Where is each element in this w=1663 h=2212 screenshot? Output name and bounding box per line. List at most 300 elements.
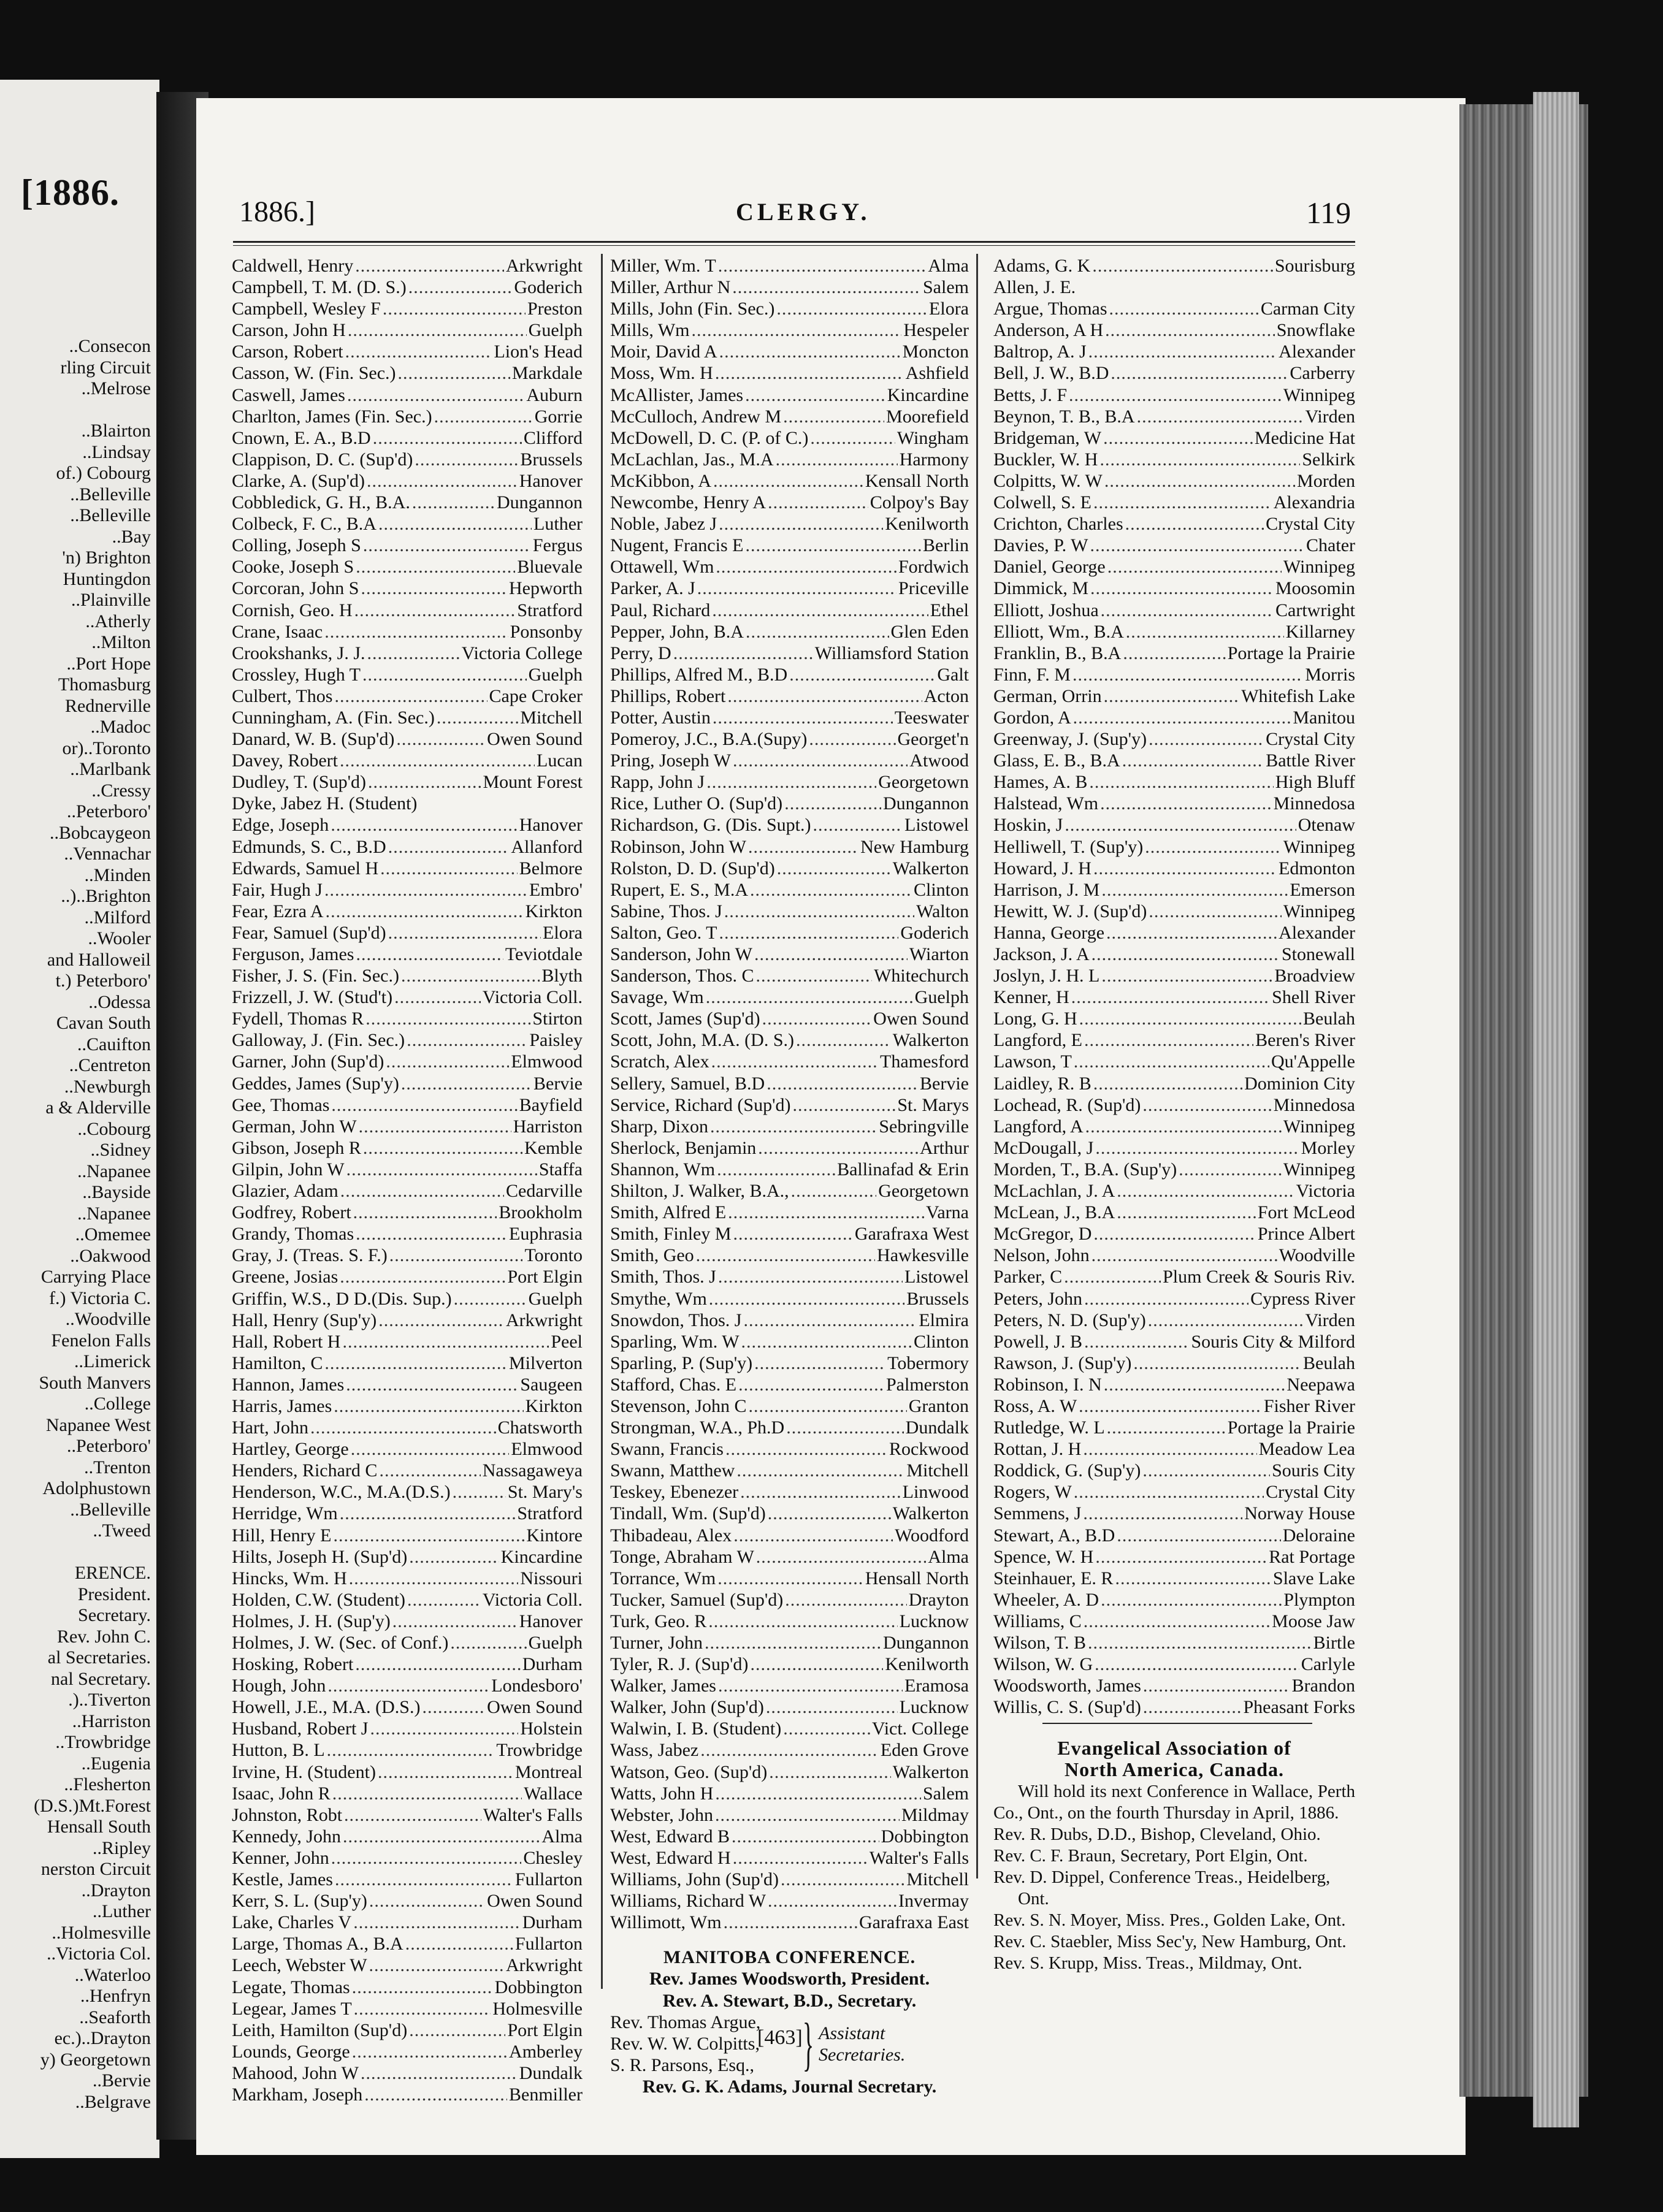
clergy-entry [993,1094,1355,1116]
clergy-station: Neepawa [1286,1374,1355,1395]
leader-dots [1093,492,1272,513]
clergy-entry [232,836,583,858]
clergy-station: Walter's Falls [869,1847,969,1868]
clergy-entry [993,1417,1355,1438]
clergy-name: Hamilton, C [232,1352,323,1373]
clergy-name: Stevenson, John C [610,1395,747,1416]
clergy-name: Fair, Hugh J [232,879,323,900]
leader-dots [378,1310,504,1331]
clergy-station: Plympton [1283,1589,1355,1610]
clergy-entry [232,341,583,362]
leader-dots [1085,1116,1282,1137]
clergy-name: Gibson, Joseph R [232,1137,361,1158]
leader-dots [1145,836,1282,858]
clergy-station: Owen Sound [487,1891,583,1912]
leader-dots [728,1202,924,1223]
clergy-column-2 [610,255,969,1933]
leader-dots [1088,341,1277,362]
leader-dots [333,1525,524,1546]
clergy-entry [610,298,969,319]
clergy-entry [610,1073,969,1094]
clergy-station: Alma [928,1546,969,1567]
clergy-name: Colwell, S. E [993,492,1092,513]
clergy-station: Carlyle [1301,1654,1355,1675]
clergy-entry [993,298,1355,319]
clergy-name: Carson, Robert [232,341,343,362]
clergy-entry [993,1008,1355,1029]
clergy-column-3 [993,255,1355,1718]
clergy-station: Arkwright [506,256,583,276]
clergy-entry [610,427,969,449]
clergy-entry [232,879,583,901]
clergy-name: Robinson, I. N [993,1374,1102,1395]
clergy-station: Guelph [528,320,583,341]
leader-dots [1089,771,1273,793]
clergy-entry [993,901,1355,922]
clergy-station: Mitchell [906,1460,969,1481]
clergy-name: Campbell, Wesley F [232,299,381,319]
clergy-station: Goderich [900,922,969,943]
left-page-line: Adolphustown [42,1478,151,1498]
clergy-entry [232,1417,583,1438]
clergy-station: Allanford [511,836,583,857]
left-page-line: a & Alderville [45,1097,151,1118]
clergy-station: Souris City [1272,1460,1355,1481]
leader-dots [1104,1374,1285,1395]
header-rule-thin [233,245,1355,246]
clergy-entry [993,621,1355,643]
clergy-entry [993,1632,1355,1653]
clergy-station: New Hamburg [860,836,969,857]
left-page-line: nal Secretary. [51,1668,151,1689]
clergy-station: Crystal City [1266,1482,1355,1503]
clergy-name: Edwards, Samuel H [232,858,379,879]
leader-dots [331,1847,522,1869]
clergy-entry [993,384,1355,406]
clergy-entry [232,1352,583,1374]
clergy-entry [993,1245,1355,1266]
clergy-station: Bayfield [519,1094,583,1115]
clergy-station: Whitefish Lake [1241,685,1355,706]
clergy-station: Dundalk [905,1417,969,1438]
manitoba-heading: MANITOBA CONFERENCE. [663,1947,916,1968]
clergy-name: Rutledge, W. L [993,1417,1105,1438]
clergy-name: Campbell, T. M. (D. S.) [232,277,407,298]
leader-dots [793,1094,896,1116]
clergy-name: Hosking, Robert [232,1654,354,1675]
clergy-entry [610,879,969,901]
clergy-entry [232,728,583,750]
left-page-line: ..Bobcaygeon [50,822,151,843]
clergy-station: Lucknow [899,1697,969,1718]
leader-dots [733,1525,893,1546]
clergy-station: Montreal [515,1761,583,1782]
clergy-station: Saugeen [520,1374,583,1395]
clergy-station: Moorefield [886,406,969,427]
clergy-station: Colpoy's Bay [870,492,969,513]
clergy-name: Halstead, Wm [993,793,1099,814]
clergy-entry [610,513,969,535]
manitoba-president: Rev. James Woodsworth, President. [649,1969,930,1989]
left-page-line: ..Harriston [72,1710,151,1731]
clergy-entry [610,1008,969,1029]
leader-dots [762,1008,872,1029]
evangelical-entry: Rev. D. Dippel, Conference Treas., Heidelberg, Ont. [993,1867,1331,1909]
manitoba-secretary: Rev. A. Stewart, B.D., Secretary. [662,1990,917,2011]
clergy-entry [232,1955,583,1976]
leader-dots [343,1826,540,1847]
manitoba-conference [610,1947,969,2097]
clergy-station: Cypress River [1250,1288,1355,1309]
left-page-line: Carrying Place [40,1267,151,1287]
leader-dots [697,578,896,599]
clergy-entry [610,1739,969,1761]
leader-dots [349,1568,519,1589]
clergy-entry [993,535,1355,556]
clergy-station: Port Elgin [507,1267,583,1287]
leader-dots [1107,556,1282,578]
clergy-station: Durham [522,1654,583,1675]
leader-dots [1101,879,1288,901]
clergy-entry [993,1310,1355,1331]
clergy-station: Kenilworth [885,1654,969,1675]
left-page-line: ..Sidney [90,1140,151,1160]
clergy-name: Phillips, Robert [610,685,726,706]
clergy-entry [232,965,583,986]
clergy-name: Glazier, Adam [232,1181,338,1202]
clergy-entry [610,1137,969,1159]
page-number: 119 [1306,196,1351,230]
leader-dots [352,2041,507,2062]
leader-dots [1084,1331,1189,1352]
clergy-name: Godfrey, Robert [232,1202,351,1223]
clergy-name: Johnston, Robt [232,1804,343,1825]
clergy-entry [993,814,1355,836]
clergy-name: Anderson, A H [993,320,1104,341]
clergy-name: Kerr, S. L. (Sup'y) [232,1891,367,1912]
leader-dots [767,1073,918,1094]
clergy-entry [993,771,1355,793]
leader-dots [1083,1503,1242,1524]
clergy-name: Culbert, Thos [232,685,333,706]
leader-dots [810,427,895,449]
leader-dots [1125,513,1264,535]
clergy-station: Wingham [896,427,969,448]
clergy-name: Hutton, B. L [232,1740,325,1761]
left-page-line: ..Trowbridge [55,1732,151,1752]
clergy-station: Morden [1297,470,1355,491]
left-page-line: ..Marlbank [70,759,151,779]
clergy-station: Birtle [1313,1633,1355,1653]
clergy-name: Swann, Matthew [610,1460,735,1481]
clergy-station: Chesley [523,1847,583,1868]
clergy-column-3-wrap [993,255,1355,1974]
clergy-station: Souris City & Milford [1191,1331,1355,1352]
leader-dots [386,1051,509,1072]
clergy-name: Beynon, T. B., B.A [993,406,1135,427]
assistant-name: Rev. Thomas Argue, [610,2012,761,2032]
clergy-name: Glass, E. B., B.A [993,750,1120,771]
leader-dots [401,965,540,986]
clergy-name: Cunningham, A. (Fin. Sec.) [232,707,435,728]
clergy-entry [232,1481,583,1503]
leader-dots [454,1288,527,1310]
clergy-entry [232,1546,583,1568]
clergy-entry [232,1073,583,1094]
clergy-name: Wilson, W. G [993,1654,1093,1675]
clergy-station: Victoria Coll. [482,1589,583,1610]
leader-dots [1143,1696,1242,1718]
clergy-station: Edmonton [1279,858,1355,879]
clergy-entry [232,643,583,664]
clergy-entry [993,1352,1355,1374]
clergy-name: Legate, Thomas [232,1977,350,1997]
clergy-station: Blyth [541,966,583,986]
leader-dots [1079,1008,1301,1029]
leader-dots [1142,1460,1270,1481]
left-page-line: Hensall South [47,1817,151,1837]
clergy-station: Virden [1305,406,1355,427]
leader-dots [363,535,531,556]
clergy-station: Brussels [906,1288,969,1309]
clergy-name: Nugent, Francis E [610,535,744,556]
leader-dots [725,1438,887,1460]
clergy-station: Granton [908,1395,969,1416]
clergy-name: Joslyn, J. H. L [993,966,1100,986]
clergy-entry [232,1503,583,1524]
clergy-entry [610,771,969,793]
assistant-name: S. R. Parsons, Esq., [610,2054,755,2075]
clergy-entry [610,1546,969,1568]
clergy-name: McCulloch, Andrew M [610,406,782,427]
clergy-station: Crystal City [1266,514,1355,535]
clergy-entry [993,793,1355,814]
clergy-name: Rice, Luther O. (Sup'd) [610,793,783,814]
leader-dots [724,1912,857,1933]
clergy-entry [610,1696,969,1718]
clergy-entry [610,341,969,362]
clergy-entry [232,685,583,707]
leader-dots [1122,750,1264,771]
evangelical-entries [993,1824,1355,1975]
clergy-name: Bell, J. W., B.D [993,363,1109,384]
clergy-station: Drayton [908,1589,969,1610]
leader-dots [1095,1137,1299,1159]
leader-dots [367,470,518,492]
clergy-entry [232,1761,583,1783]
left-page-line: ..Victoria Col. [47,1943,151,1964]
clergy-station: Fergus [532,535,583,556]
clergy-station: Qu'Appelle [1271,1051,1355,1072]
leader-dots [717,1159,835,1180]
clergy-name: Fisher, J. S. (Fin. Sec.) [232,966,399,986]
clergy-entry [610,1589,969,1611]
clergy-station: Wiarton [909,944,969,964]
clergy-station: Alma [928,256,969,276]
leader-dots [383,298,526,319]
leader-dots [712,600,928,621]
clergy-station: Medicine Hat [1254,427,1355,448]
clergy-station: Markdale [512,363,583,384]
leader-dots [1104,470,1295,492]
leader-dots [783,1718,870,1739]
clergy-entry [232,1890,583,1912]
clergy-name: Mahood, John W [232,2062,359,2083]
clergy-station: Lion's Head [494,341,583,362]
clergy-entry [232,793,583,814]
leader-dots [738,1374,884,1395]
clergy-station: Berlin [923,535,969,556]
clergy-name: Tucker, Samuel (Sup'd) [610,1589,784,1610]
clergy-name: Watson, Geo. (Sup'd) [610,1761,768,1782]
leader-dots [1084,1029,1253,1051]
clergy-entry [232,1675,583,1696]
clergy-station: Shell River [1272,987,1355,1008]
clergy-name: Baltrop, A. J [993,341,1087,362]
clergy-name: Carson, John H [232,320,346,341]
clergy-station: Garafraxa East [858,1912,969,1933]
clergy-name: Sanderson, John W [610,944,752,964]
clergy-entry [610,1288,969,1310]
clergy-entry [232,535,583,556]
clergy-entry [610,621,969,643]
leader-dots [340,750,535,771]
clergy-entry [993,1438,1355,1460]
clergy-station: Glen Eden [890,621,969,642]
clergy-name: Ferguson, James [232,944,354,964]
leader-dots [1064,1266,1161,1287]
left-page-line: f.) Victoria C. [49,1287,151,1308]
clergy-station: Durham [522,1912,583,1933]
clergy-entry [232,1245,583,1266]
clergy-entry [993,1589,1355,1611]
clergy-station: Elmira [919,1310,969,1330]
clergy-entry [993,1395,1355,1417]
left-page-line: ..Tweed [93,1520,151,1541]
clergy-name: Mills, Wm [610,320,690,341]
clergy-name: Walker, James [610,1676,716,1696]
leader-dots [1142,1094,1271,1116]
clergy-column-2-wrap [610,255,969,2097]
clergy-name: Hart, John [232,1417,308,1438]
clergy-name: McKibbon, A [610,470,711,491]
leader-dots [434,406,533,427]
clergy-station: Carman City [1260,299,1355,319]
clergy-station: Harmony [899,449,969,470]
clergy-station: Moncton [902,341,969,362]
clergy-name: Scratch, Alex [610,1051,709,1072]
clergy-name: Walwin, I. B. (Student) [610,1718,782,1739]
leader-dots [356,1223,507,1245]
clergy-entry [232,384,583,406]
leader-dots [453,1481,506,1503]
clergy-name: Cooke, Joseph S [232,557,354,578]
clergy-station: Mitchell [906,1869,969,1890]
clergy-station: Mount Forest [483,772,583,793]
clergy-name: Corcoran, John S [232,578,359,599]
clergy-name: Turk, Geo. R [610,1611,707,1631]
clergy-station: Walter's Falls [483,1804,583,1825]
left-page-line: ..Woodville [65,1309,151,1329]
clergy-entry [993,255,1355,276]
clergy-entry [610,858,969,879]
clergy-name: West, Edward B [610,1826,730,1847]
left-page-line: ..Flesherton [64,1774,151,1794]
leader-dots [758,1137,918,1159]
clergy-entry [993,406,1355,427]
clergy-entry [610,1051,969,1072]
clergy-station: Gorrie [534,406,583,427]
clergy-station: Sebringville [879,1116,969,1137]
leader-dots [706,771,876,793]
clergy-entry [993,470,1355,492]
clergy-entry [610,1718,969,1739]
clergy-station: Eden Grove [880,1740,969,1761]
clergy-name: Edmunds, S. C., B.D [232,836,386,857]
clergy-entry [232,319,583,341]
left-page-line: Rev. John C. [56,1626,151,1647]
leader-dots [363,1137,522,1159]
clergy-entry [993,1503,1355,1524]
clergy-entry [610,1460,969,1481]
clergy-name: McDougall, J [993,1137,1094,1158]
leader-dots [791,1180,877,1202]
leader-dots [1065,814,1296,836]
clergy-entry [993,1223,1355,1245]
leader-dots [768,1503,891,1524]
clergy-entry [993,707,1355,728]
leader-dots [746,621,889,643]
left-page-line: or)..Toronto [62,738,151,758]
clergy-station: Alma [541,1826,583,1847]
clergy-entry [610,406,969,427]
clergy-name: Robinson, John W [610,836,746,857]
clergy-entry [993,728,1355,750]
clergy-entry [610,1331,969,1352]
clergy-name: German, John W [232,1116,357,1137]
clergy-name: Geddes, James (Sup'y) [232,1073,399,1094]
clergy-entry [993,1481,1355,1503]
leader-dots [756,1546,927,1568]
clergy-station: Stirton [532,1009,583,1029]
clergy-station: Luther [533,514,583,535]
leader-dots [713,470,863,492]
clergy-station: Winnipeg [1283,901,1355,921]
leader-dots [741,1331,912,1352]
leader-dots [711,1051,878,1072]
clergy-station: Embro' [529,879,583,900]
clergy-entry [232,1998,583,2019]
clergy-station: Dominion City [1244,1073,1355,1094]
leader-dots [355,255,504,276]
clergy-entry [610,1481,969,1503]
leader-dots [716,556,896,578]
clergy-name: Henders, Richard C [232,1460,378,1481]
leader-dots [749,1395,907,1417]
clergy-entry [610,1632,969,1653]
clergy-entry [232,298,583,319]
clergy-entry [232,1869,583,1890]
clergy-station: Dobbington [494,1977,583,1997]
left-page-line: and Halloweil [47,949,151,970]
clergy-name: Potter, Austin [610,707,711,728]
clergy-station: Vict. College [871,1718,969,1739]
clergy-entry [610,1869,969,1890]
clergy-name: Kenner, H [993,987,1069,1008]
clergy-station: Morley [1301,1137,1355,1158]
leader-dots [718,255,927,276]
clergy-station: Williamsford Station [814,643,969,663]
